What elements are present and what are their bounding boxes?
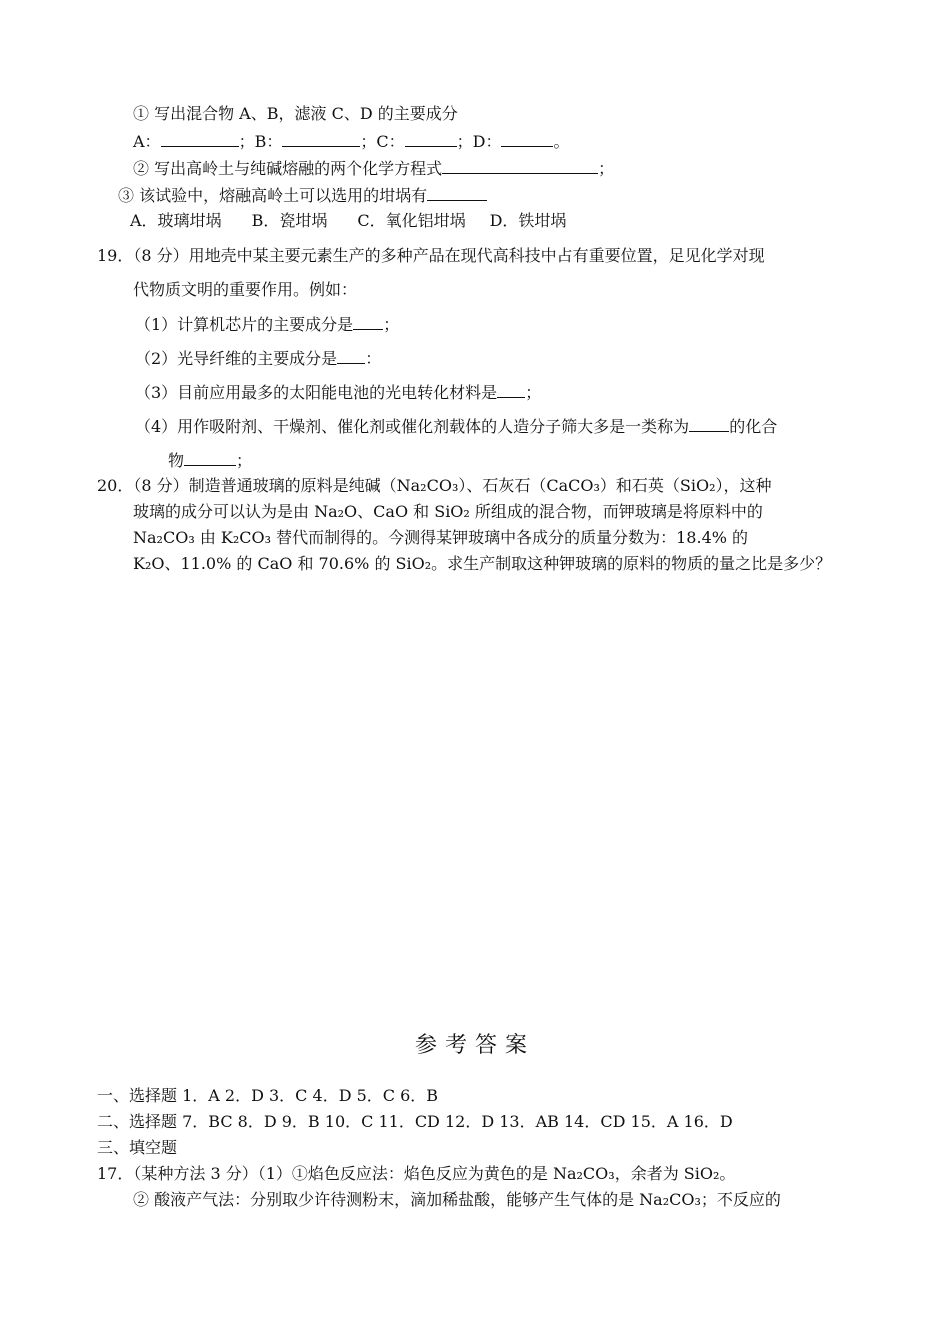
q20-line4 — [133, 553, 831, 575]
q19-item2 — [135, 347, 381, 370]
blank-crucible[interactable] — [427, 184, 487, 201]
option-d: D．铁坩埚 — [489, 211, 567, 230]
option-c: C．氧化铝坩埚 — [357, 211, 466, 230]
answers-row5 — [133, 1189, 781, 1211]
q18-sub3-text: ③ 该试验中，熔融高岭土可以选用的坩埚有 — [118, 186, 428, 205]
q19-item2-end: ： — [365, 349, 382, 368]
q19-item3-end: ； — [525, 383, 542, 402]
blank-a-label: A： — [133, 132, 161, 151]
q20-line1-text: 20．（8 分）制造普通玻璃的原料是纯碱（Na₂CO₃）、石灰石（CaCO₃）和石英（SiO₂），这种 — [97, 476, 772, 495]
blank-a[interactable] — [161, 130, 239, 147]
q19-item1 — [135, 313, 399, 336]
q19-item3 — [135, 381, 541, 404]
q19-line1 — [97, 245, 765, 267]
q18-sub1-text: ① 写出混合物 A、B，滤液 C、D 的主要成分 — [133, 104, 458, 123]
blank-19-3[interactable] — [497, 381, 525, 398]
q19-item3-text: （3）目前应用最多的太阳能电池的光电转化材料是 — [135, 383, 498, 402]
q19-item4-cont — [168, 449, 252, 472]
q20-line3-text: Na₂CO₃ 由 K₂CO₃ 替代而制得的。今测得某钾玻璃中各成分的质量分数为：18.4% 的 — [133, 528, 749, 547]
q19-item1-text: （1）计算机芯片的主要成分是 — [135, 315, 354, 334]
q18-sub2-end: ； — [598, 159, 615, 178]
blank-d-label: D： — [472, 132, 502, 151]
sep-3: ； — [456, 132, 473, 151]
answers-row3-text: 三、填空题 — [97, 1138, 178, 1157]
q19-line1-text: 19．（8 分）用地壳中某主要元素生产的多种产品在现代高科技中占有重要位置，足见化学对现 — [97, 246, 765, 265]
option-b: B．瓷坩埚 — [251, 211, 328, 230]
q19-item2-text: （2）光导纤维的主要成分是 — [135, 349, 338, 368]
blank-equations[interactable] — [442, 157, 598, 174]
q18-sub3 — [118, 184, 487, 207]
q20-line1 — [97, 475, 772, 497]
answers-row2-text: 二、选择题 7．BC 8．D 9．B 10．C 11．CD 12．D 13．AB 14．CD 15．A 16．D — [97, 1112, 733, 1131]
answers-row4-text: 17．（某种方法 3 分）（1）①焰色反应法：焰色反应为黄色的是 Na₂CO₃，余者为 SiO₂。 — [97, 1164, 736, 1183]
q18-sub2-text: ② 写出高岭土与纯碱熔融的两个化学方程式 — [133, 159, 443, 178]
answers-row1 — [97, 1085, 438, 1107]
option-a: A．玻璃坩埚 — [130, 211, 222, 230]
q19-item4-cont-text: 物 — [168, 451, 185, 470]
q19-item4-cont-end: ； — [236, 451, 253, 470]
blank-c-label: C： — [376, 132, 405, 151]
blank-d[interactable] — [501, 130, 553, 147]
sep-2: ； — [360, 132, 377, 151]
q20-line3 — [133, 527, 748, 549]
answers-row3 — [97, 1137, 177, 1159]
blank-19-1[interactable] — [353, 313, 383, 330]
answers-row5-text: ② 酸液产气法：分别取少许待测粉末，滴加稀盐酸，能够产生气体的是 Na₂CO₃；不反应的 — [133, 1190, 781, 1209]
q18-answer-blanks — [133, 130, 569, 153]
q19-item1-end: ； — [383, 315, 400, 334]
q19-item4-end: 的化合 — [729, 417, 778, 436]
q18-sub2 — [133, 157, 614, 180]
q20-line2-text: 玻璃的成分可以认为是由 Na₂O、CaO 和 SiO₂ 所组成的混合物，而钾玻璃是将原料中的 — [133, 502, 763, 521]
answers-row2 — [97, 1111, 733, 1133]
blank-c[interactable] — [405, 130, 457, 147]
blank-19-4a[interactable] — [689, 415, 729, 432]
answers-row1-text: 一、选择题 1．A 2．D 3．C 4．D 5．C 6．B — [97, 1086, 439, 1105]
q18-sub1 — [133, 103, 458, 125]
blank-19-2[interactable] — [337, 347, 365, 364]
q19-line2-text: 代物质文明的重要作用。例如： — [133, 280, 358, 299]
q18-options — [130, 210, 566, 232]
q19-line2 — [133, 279, 357, 301]
answers-title: 参考答案 — [414, 1033, 535, 1058]
q19-item4 — [135, 415, 777, 438]
blank-19-4b[interactable] — [184, 449, 236, 466]
q20-line4-text: K₂O、11.0% 的 CaO 和 70.6% 的 SiO₂。求生产制取这种钾玻璃的原料的物质的量之比是多少？ — [133, 554, 832, 573]
q19-item4-text: （4）用作吸附剂、干燥剂、催化剂或催化剂载体的人造分子筛大多是一类称为 — [135, 417, 690, 436]
end-mark: 。 — [553, 132, 570, 151]
q20-line2 — [133, 501, 763, 523]
blank-b[interactable] — [282, 130, 360, 147]
blank-b-label: B： — [254, 132, 283, 151]
answers-row4 — [97, 1163, 735, 1185]
sep-1: ； — [238, 132, 255, 151]
